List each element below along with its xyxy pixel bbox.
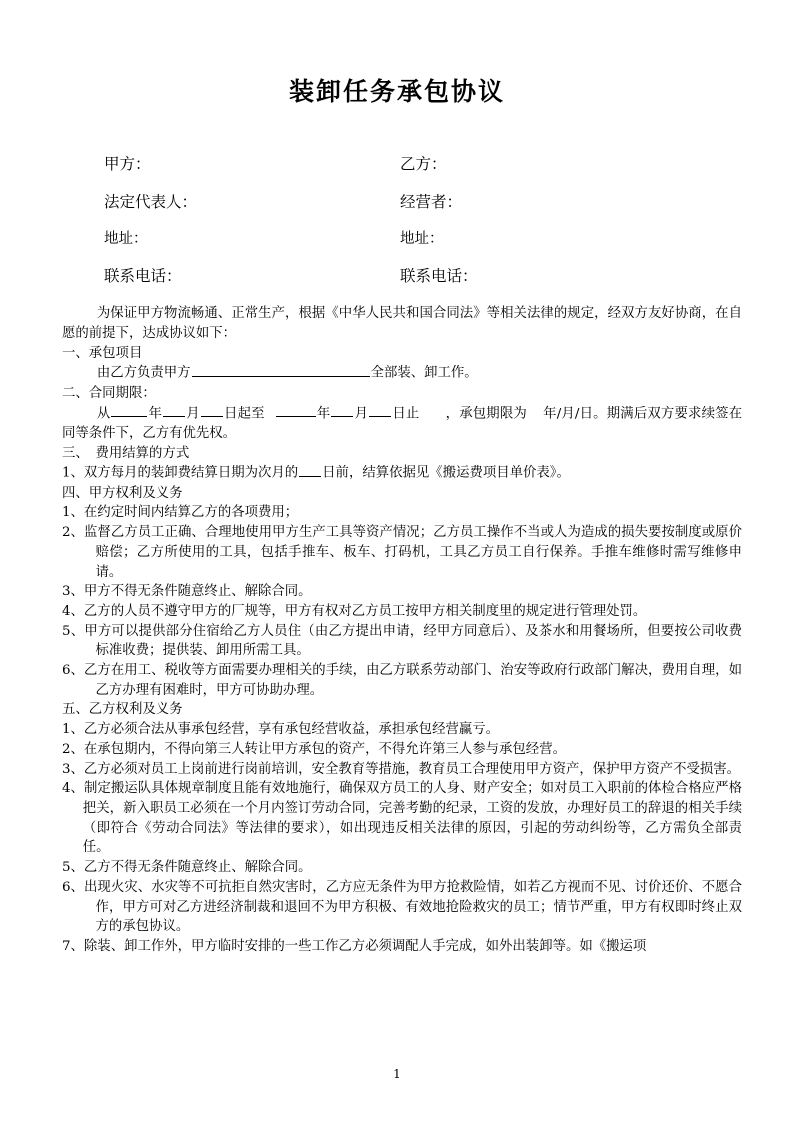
- section-1-text-b: 全部装、卸工作。: [370, 366, 478, 382]
- section-5-item: 5、乙方不得无条件随意终止、解除合同。: [62, 860, 312, 876]
- start-month-unit: 月: [186, 406, 200, 422]
- section-4-item: 5、甲方可以提供部分住宿给乙方人员住（由乙方提出申请，经甲方同意后）、及茶水和用餐场所，但要按公司收费标准收费；提供装、卸用所需工具。: [62, 623, 742, 659]
- start-month-blank[interactable]: [163, 404, 185, 418]
- party-row: [104, 230, 734, 249]
- party-b-phone-label: 联系电话：: [400, 267, 478, 286]
- party-b-address-label: 地址：: [400, 231, 444, 248]
- end-year-unit: 年: [316, 406, 331, 422]
- preamble-paragraph: 为保证甲方物流畅通、正常生产，根据《中华人民共和国合同法》等相关法律的规定，经双方友好协商，在自愿的前提下，达成协议如下：: [62, 306, 742, 341]
- section-2-heading: 二、合同期限：: [62, 385, 156, 401]
- section-5-item: 7、除装、卸工作外，甲方临时安排的一些工作乙方必须调配人手完成，如外出装卸等。如《搬运项: [62, 938, 647, 954]
- section-1-line: [62, 363, 742, 383]
- start-year-blank[interactable]: [111, 404, 147, 418]
- term-from-label: 从: [96, 406, 111, 422]
- project-scope-blank[interactable]: [192, 363, 370, 377]
- start-day-unit: 日起至: [223, 406, 265, 422]
- end-day-unit: 日止: [392, 406, 420, 422]
- parties-block: [0, 154, 794, 286]
- section-4-heading: 四、甲方权利及义务: [62, 485, 183, 501]
- page-title: 装卸任务承包协议: [288, 77, 505, 106]
- section-4-item: 3、甲方不得无条件随意终止、解除合同。: [62, 584, 312, 600]
- party-row: [104, 192, 734, 212]
- party-a-legal-rep-label: 法定代表人：: [104, 193, 198, 212]
- end-month-blank[interactable]: [331, 404, 353, 418]
- section-4-item: 1、在约定时间内结算乙方的各项费用；: [62, 505, 299, 521]
- party-a-phone-label: 联系电话：: [104, 267, 182, 286]
- section-4-item: 2、监督乙方员工正确、合理地使用甲方生产工具等资产情况；乙方员工操作不当或人为造成的损失要按制度或原价赔偿；乙方所使用的工具，包括手推车、板车、打码机，工具乙方员工自行保养。手推车维修时需写维修申请。: [62, 525, 742, 580]
- section-2-term-line: [62, 404, 742, 444]
- term-length-label: 承包期限为: [459, 406, 527, 422]
- start-day-blank[interactable]: [201, 404, 223, 418]
- section-3-item-1: [62, 463, 742, 483]
- section-1-heading: 一、承包项目: [62, 345, 143, 361]
- section-4-item: 6、乙方在用工、税收等方面需要办理相关的手续，由乙方联系劳动部门、治安等政府行政部门解决，费用自理，如乙方办理有困难时，甲方可协助办理。: [62, 663, 742, 698]
- term-length-unit: 年/月/日。期满后双方要求续签在同等条件下，乙方有优先权。: [62, 406, 743, 441]
- section-5-item: 3、乙方必须对员工上岗前进行岗前培训，安全教育等措施，教育员工合理使用甲方资产，保护甲方资产不受损害。: [62, 761, 741, 777]
- party-b-operator-label: 经营者：: [400, 193, 463, 212]
- party-row: [104, 154, 734, 174]
- section-5-item: 6、出现火灾、水灾等不可抗拒自然灾害时，乙方应无条件为甲方抢救险情，如若乙方视而不见、讨价还价、不愿合作，甲方可对乙方进经济制裁和退回不为甲方积极、有效地抢险救灾的员工；情节严重，甲方有权即时终止双方的承包协议。: [62, 879, 742, 935]
- end-month-unit: 月: [354, 406, 369, 422]
- settlement-text-b: 日前，结算依据见《搬运费项目单价表》。: [322, 466, 570, 482]
- party-a-name-label: 甲方：: [104, 155, 151, 173]
- section-5-item: 2、在承包期内，不得向第三人转让甲方承包的资产，不得允许第三人参与承包经营。: [62, 741, 566, 757]
- term-comma: ，: [445, 406, 460, 422]
- party-a-address-label: 地址：: [104, 231, 148, 248]
- section-5-heading: 五、乙方权利及义务: [62, 702, 183, 718]
- party-row: [104, 266, 734, 286]
- page-number: 1: [393, 1067, 401, 1081]
- party-b-name-label: 乙方：: [400, 155, 447, 173]
- settlement-day-blank[interactable]: [299, 463, 321, 477]
- section-5-item: 1、乙方必须合法从事承包经营，享有承包经营收益，承担承包经营赢亏。: [62, 722, 500, 738]
- section-3-heading: 三、 费用结算的方式: [62, 445, 190, 461]
- end-year-blank[interactable]: [276, 404, 316, 418]
- start-year-unit: 年: [148, 406, 163, 422]
- contract-body: [0, 304, 794, 956]
- settlement-text-a: 1、双方每月的装卸费结算日期为次月的: [62, 466, 299, 482]
- section-5-item: 4、制定搬运队具体规章制度且能有效地施行，确保双方员工的人身、财产安全；如对员工入职前的体检合格应严格把关，新入职员工必须在一个月内签订劳动合同，完善考勤的纪录，工资的发放，办理好员工的辞退的相关手续（即符合《劳动合同法》等法律的要求），如出现违反相关法律的原因，引起的劳动纠纷等，乙方需负全部责任。: [62, 781, 742, 856]
- section-4-item: 4、乙方的人员不遵守甲方的厂规等，甲方有权对乙方员工按甲方相关制度里的规定进行管理处罚。: [62, 603, 647, 619]
- section-1-text-a: 由乙方负责甲方: [96, 366, 191, 382]
- end-day-blank[interactable]: [369, 404, 391, 418]
